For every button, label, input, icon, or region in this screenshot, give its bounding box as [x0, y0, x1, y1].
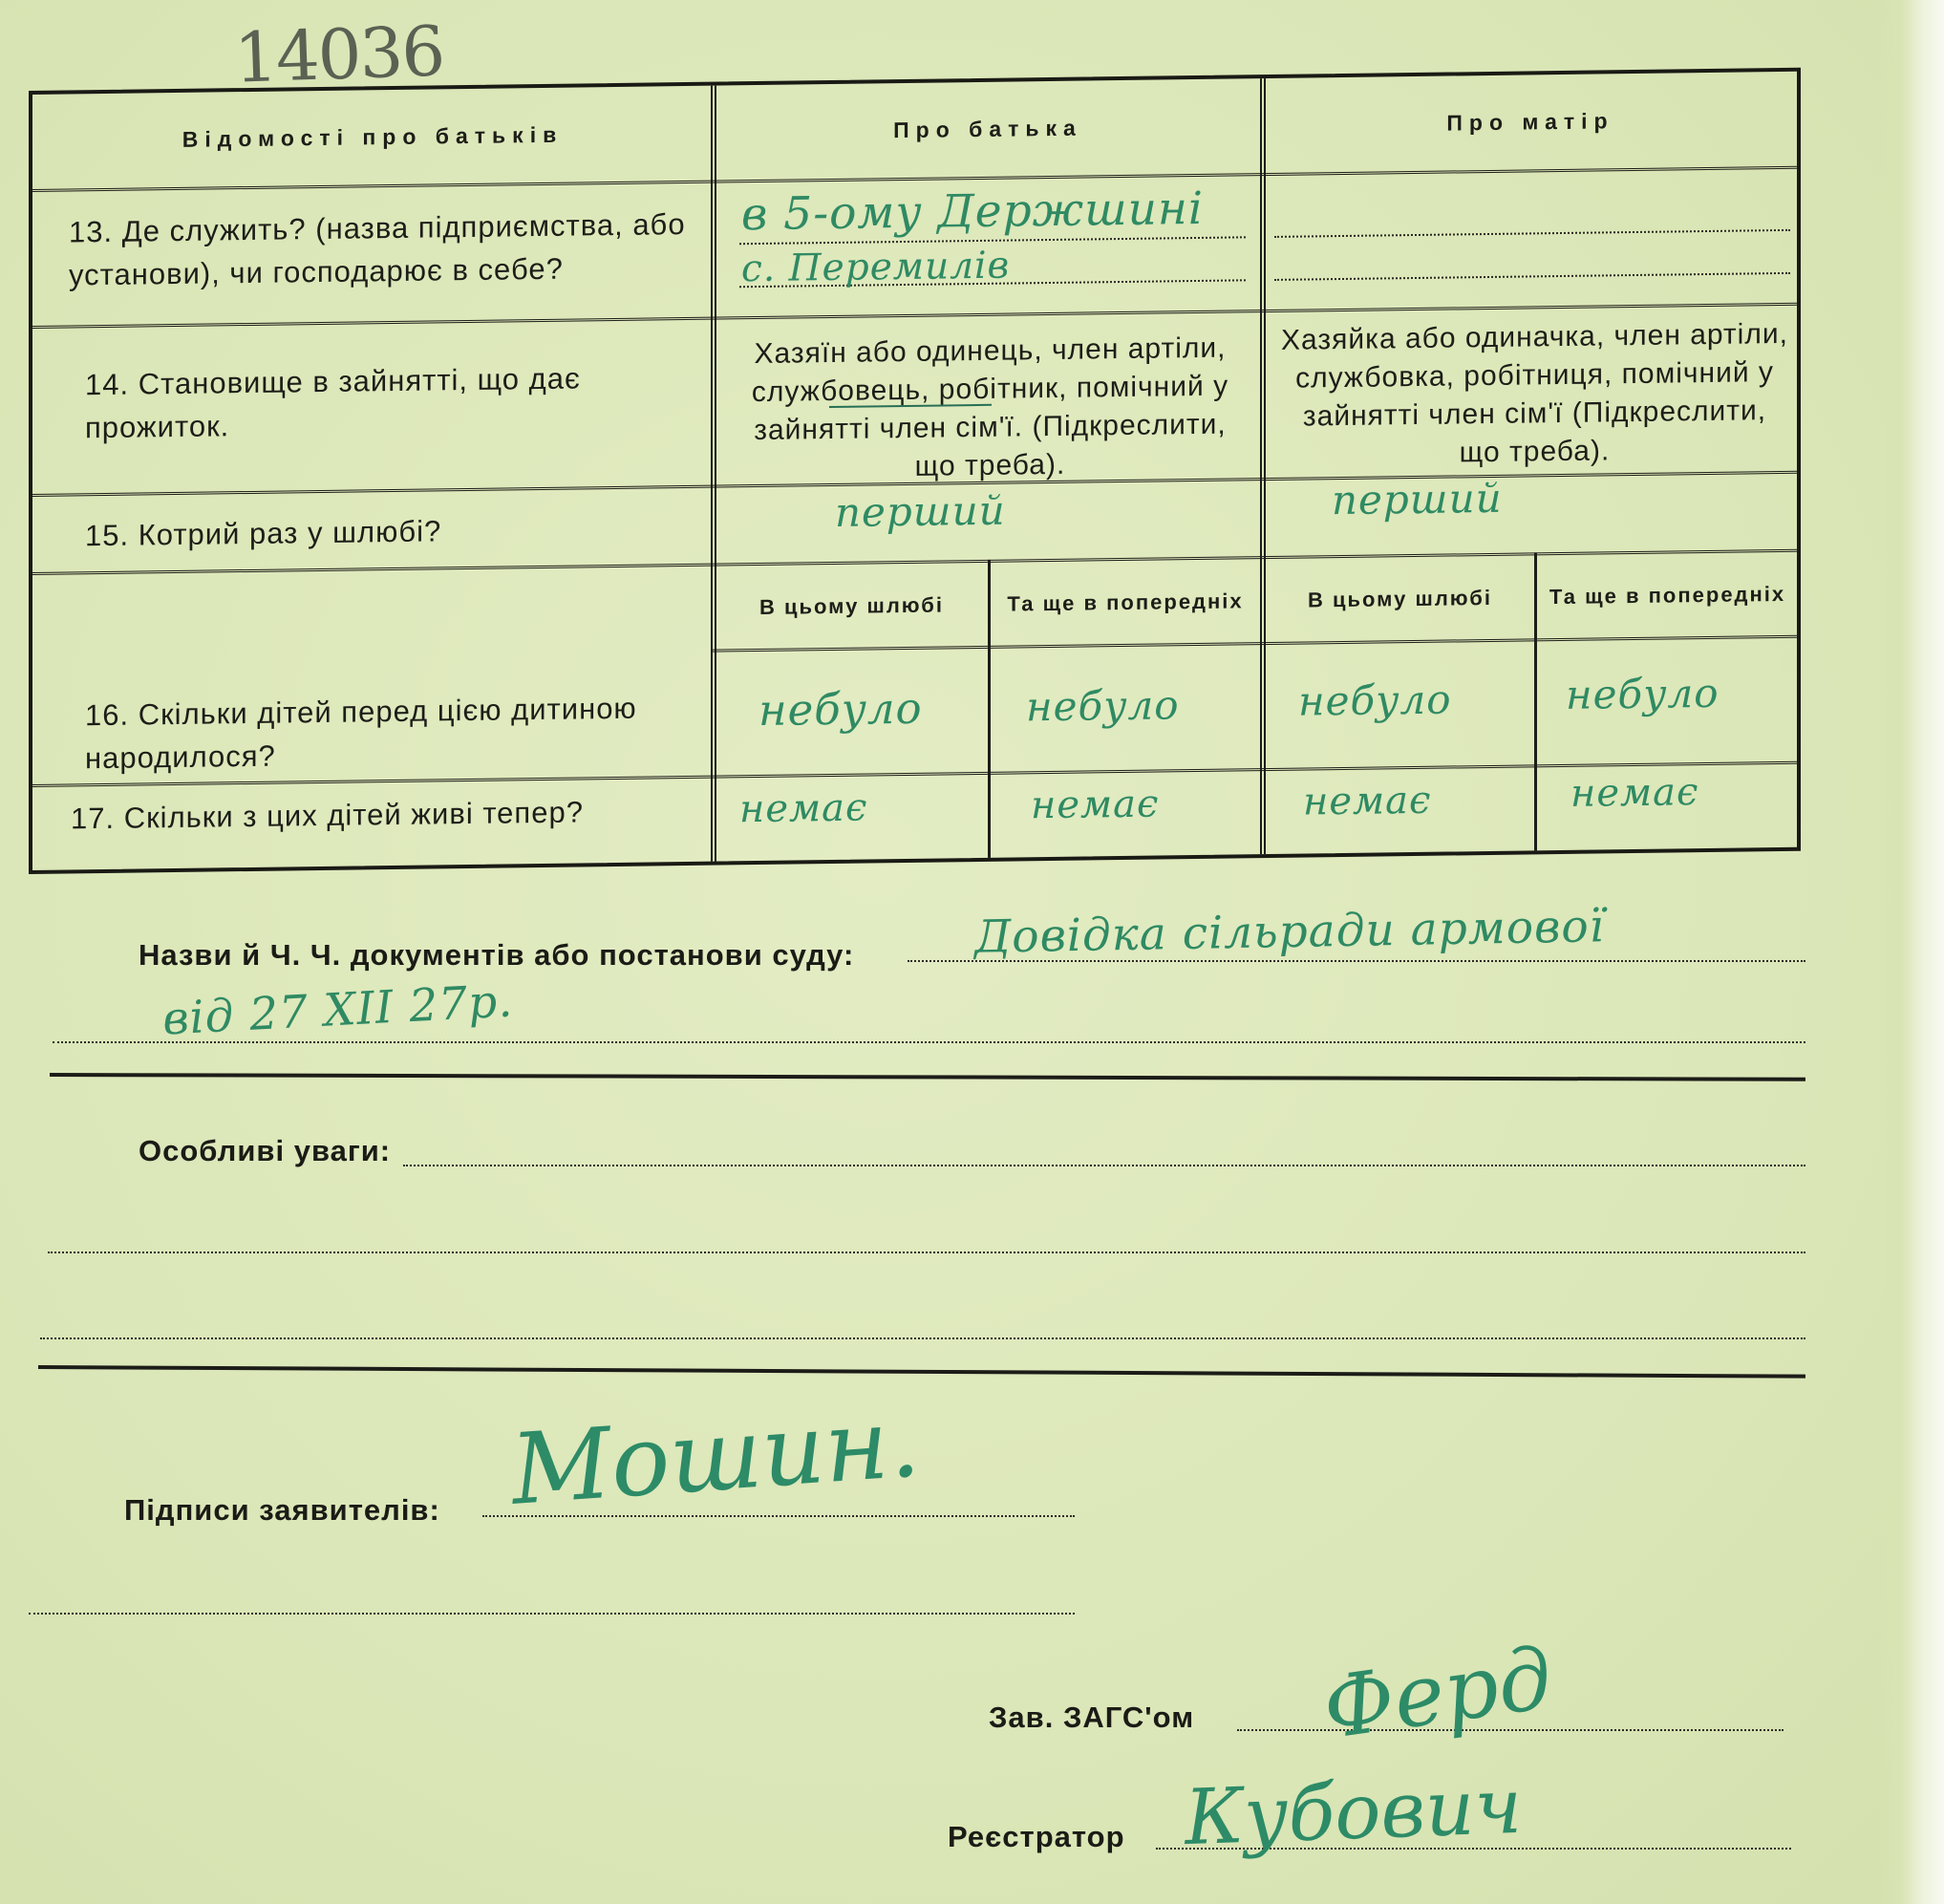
section-divider-2: [38, 1365, 1805, 1379]
documents-line-2: [53, 1041, 1805, 1043]
handwriting-17-mother-this: немає: [1303, 778, 1432, 824]
notes-line-3: [40, 1337, 1805, 1339]
notes-line-2: [48, 1252, 1805, 1253]
handwriting-15-mother: перший: [1332, 474, 1503, 524]
registrar-signature: Кубович: [1183, 1761, 1524, 1863]
handwriting-13-father-2: с. Перемилів: [741, 244, 1011, 291]
subheader-father-previous: Та ще в попередніх: [1007, 588, 1244, 616]
worn-page-edge: [1877, 0, 1944, 1904]
handwriting-16-mother-this: небуло: [1298, 675, 1452, 725]
subheader-mother-this-marriage: В цьому шлюбі: [1307, 585, 1493, 612]
header-parents-info: Відомості про батьків: [182, 121, 564, 152]
special-notes-label: Особливі уваги:: [139, 1134, 392, 1167]
handwriting-16-mother-previous: небуло: [1566, 669, 1720, 718]
handwriting-documents-2: від 27 XII 27р.: [160, 974, 515, 1046]
header-father: Про батька: [893, 115, 1082, 142]
applicant-signature-line-2: [29, 1613, 1075, 1615]
column-divider-father: [711, 86, 716, 862]
handwriting-15-father: перший: [835, 486, 1006, 536]
handwriting-17-mother-previous: немає: [1570, 770, 1699, 816]
handwriting-16-father-this: небуло: [758, 682, 923, 736]
column-divider-mother: [1260, 78, 1266, 854]
handwriting-13-father-1: в 5-ому Держшині: [741, 182, 1204, 242]
answer-14-father-options: Хазяїн або одинець, член артіли, службовець, робітник, помічний у зайнятті член сім'ї. (Підкреслити, що треба).: [751, 332, 1229, 482]
parents-info-table: [29, 68, 1801, 874]
handwriting-17-father-previous: немає: [1031, 781, 1160, 828]
answer-line-13-mother-1: [1274, 229, 1790, 238]
subheader-mother-previous: Та ще в попередніх: [1549, 581, 1786, 610]
question-17-number: 17.: [71, 801, 116, 836]
question-16-number: 16.: [85, 697, 130, 733]
section-divider-1: [50, 1073, 1805, 1081]
question-13-text: Де служить? (назва підприємства, або установи), чи господарює в себе?: [69, 206, 686, 292]
answer-line-13-mother-2: [1274, 272, 1790, 281]
zags-head-signature: Ферд: [1316, 1627, 1559, 1759]
question-16-text: Скільки дітей перед цією дитиною народилося?: [85, 691, 637, 776]
handwriting-16-father-previous: небуло: [1026, 681, 1180, 731]
zags-head-label: Зав. ЗАГС'ом: [989, 1701, 1195, 1734]
handwriting-17-father-this: немає: [739, 785, 868, 832]
archive-number: 14036: [232, 11, 445, 98]
question-15-text: Котрий раз у шлюбі?: [138, 514, 442, 552]
notes-line-1: [403, 1165, 1805, 1166]
subheader-father-this-marriage: В цьому шлюбі: [758, 592, 945, 619]
question-14: [85, 355, 706, 479]
question-17-text: Скільки з цих дітей живі тепер?: [123, 795, 584, 835]
question-15-number: 15.: [85, 518, 130, 553]
question-16: [85, 686, 706, 782]
question-13: [69, 203, 709, 316]
applicant-signature: Мошин.: [507, 1385, 924, 1528]
question-15: [85, 506, 696, 562]
question-14-number: 14.: [85, 367, 130, 402]
answer-14-mother-options: Хазяйка або одиначка, член артіли, службовка, робітниця, помічний у зайнятті член сім'ї (Підкреслити, що треба).: [1281, 317, 1788, 469]
registrar-label: Реєстратор: [948, 1820, 1125, 1853]
question-13-number: 13.: [69, 214, 114, 249]
header-mother: Про матір: [1446, 107, 1614, 136]
applicants-signatures-label: Підписи заявителів:: [124, 1493, 440, 1527]
question-17: [71, 789, 711, 850]
documents-label: Назви й Ч. Ч. документів або постанови суду:: [139, 938, 855, 972]
handwriting-documents-1: Довідка сільради армової: [973, 900, 1606, 964]
question-14-text: Становище в зайнятті, що дає прожиток.: [85, 361, 581, 445]
